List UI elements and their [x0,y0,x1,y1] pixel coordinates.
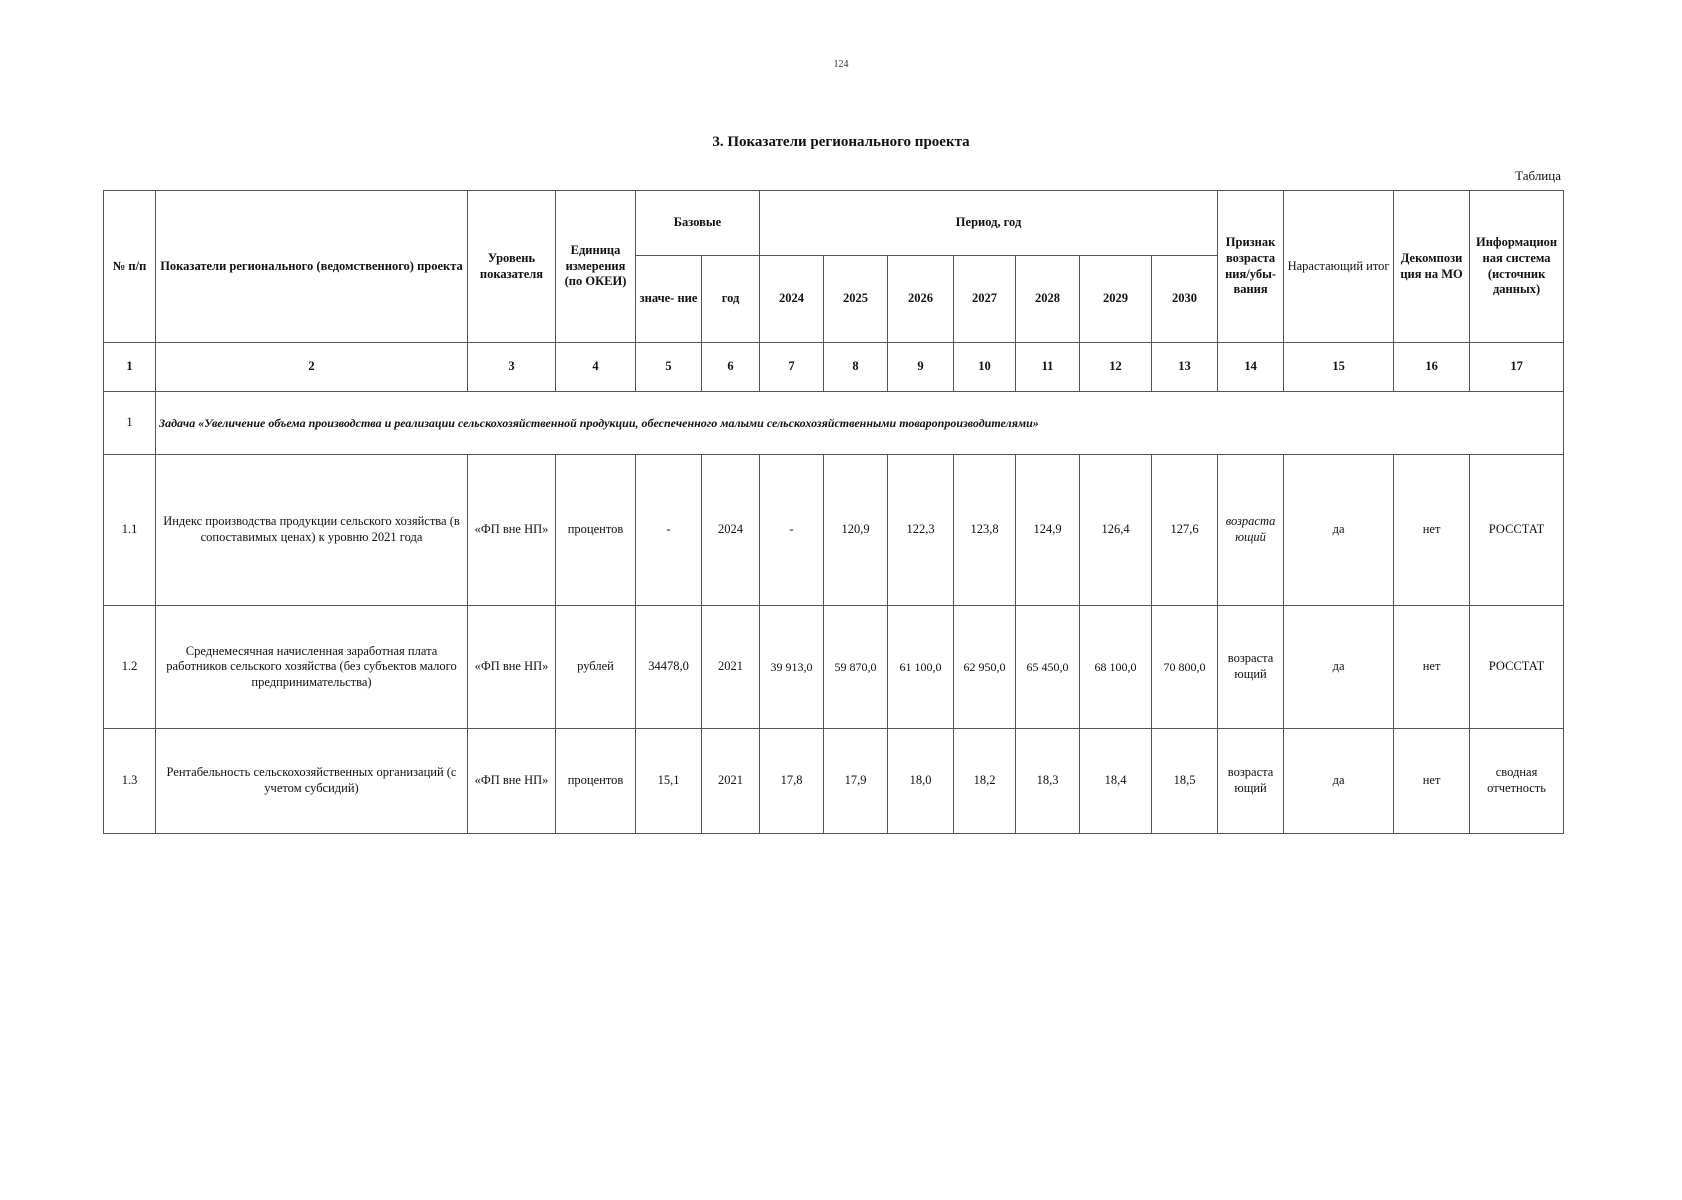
header-year: 2026 [888,256,954,343]
column-number: 4 [556,343,636,392]
row-source: РОССТАТ [1470,455,1564,606]
header-year: 2025 [824,256,888,343]
table-row [104,606,1564,729]
header-year: 2027 [954,256,1016,343]
column-number: 1 [104,343,156,392]
row-value: 62 950,0 [954,606,1016,729]
page-title: 3. Показатели регионального проекта [712,134,970,150]
row-base-value: - [636,455,702,606]
header-year: 2028 [1016,256,1080,343]
row-value: 70 800,0 [1152,606,1218,729]
row-unit: процентов [556,729,636,834]
column-number: 9 [888,343,954,392]
row-value: 122,3 [888,455,954,606]
header-num: № п/п [104,191,156,343]
task-row [104,392,1564,455]
row-decomposition: нет [1394,729,1470,834]
row-unit: процентов [556,455,636,606]
header-year: 2029 [1080,256,1152,343]
row-trend: возраста ющий [1218,606,1284,729]
header-decomposition: Декомпози ция на МО [1394,191,1470,343]
row-base-value: 34478,0 [636,606,702,729]
row-indicator-name: Среднемесячная начисленная заработная плата работников сельского хозяйства (без субъектов малого предпринимательства) [156,606,468,729]
row-level: «ФП вне НП» [468,606,556,729]
row-source: РОССТАТ [1470,606,1564,729]
header-row-1 [104,191,1564,256]
row-value: 17,8 [760,729,824,834]
header-info-system: Информацион ная система (источник данных) [1470,191,1564,343]
task-num: 1 [104,392,156,455]
row-value: 59 870,0 [824,606,888,729]
header-base-year: год [702,256,760,343]
row-value: 18,5 [1152,729,1218,834]
row-base-year: 2021 [702,729,760,834]
row-value: - [760,455,824,606]
row-value: 127,6 [1152,455,1218,606]
row-level: «ФП вне НП» [468,455,556,606]
row-base-value: 15,1 [636,729,702,834]
indicators-table [103,190,1564,834]
row-num: 1.3 [104,729,156,834]
column-number: 14 [1218,343,1284,392]
column-number: 7 [760,343,824,392]
header-base: Базовые [636,191,760,256]
row-value: 18,3 [1016,729,1080,834]
row-cumulative: да [1284,606,1394,729]
column-number: 11 [1016,343,1080,392]
row-value: 18,0 [888,729,954,834]
header-level: Уровень показателя [468,191,556,343]
table-row [104,729,1564,834]
header-unit: Единица измерения (по ОКЕИ) [556,191,636,343]
column-number: 16 [1394,343,1470,392]
header-trend: Признак возраста ния/убы- вания [1218,191,1284,343]
row-value: 124,9 [1016,455,1080,606]
row-value: 39 913,0 [760,606,824,729]
header-year: 2024 [760,256,824,343]
table-row [104,455,1564,606]
column-number: 17 [1470,343,1564,392]
row-trend: возраста ющий [1218,455,1284,606]
row-value: 17,9 [824,729,888,834]
column-number: 10 [954,343,1016,392]
row-source: сводная отчетность [1470,729,1564,834]
row-trend: возраста ющий [1218,729,1284,834]
task-text: Задача «Увеличение объема производства и реализации сельскохозяйственной продукции, обеспеченного малыми сельскохозяйственными товаропроизводителями» [156,392,1564,455]
column-number: 12 [1080,343,1152,392]
row-num: 1.2 [104,606,156,729]
row-value: 65 450,0 [1016,606,1080,729]
header-indicator: Показатели регионального (ведомственного) проекта [156,191,468,343]
row-level: «ФП вне НП» [468,729,556,834]
row-indicator-name: Индекс производства продукции сельского хозяйства (в сопоставимых ценах) к уровню 2021 года [156,455,468,606]
row-cumulative: да [1284,729,1394,834]
row-value: 18,4 [1080,729,1152,834]
header-year: 2030 [1152,256,1218,343]
row-unit: рублей [556,606,636,729]
header-period: Период, год [760,191,1218,256]
row-value: 126,4 [1080,455,1152,606]
row-decomposition: нет [1394,455,1470,606]
row-num: 1.1 [104,455,156,606]
row-indicator-name: Рентабельность сельскохозяйственных организаций (с учетом субсидий) [156,729,468,834]
row-cumulative: да [1284,455,1394,606]
column-number: 2 [156,343,468,392]
column-number: 13 [1152,343,1218,392]
row-value: 61 100,0 [888,606,954,729]
column-number-row [104,343,1564,392]
header-base-value: значе- ние [636,256,702,343]
column-number: 15 [1284,343,1394,392]
column-number: 6 [702,343,760,392]
header-cumulative: Нарастающий итог [1284,191,1394,343]
row-value: 120,9 [824,455,888,606]
page-number: 124 [833,59,849,70]
column-number: 5 [636,343,702,392]
row-base-year: 2021 [702,606,760,729]
row-value: 123,8 [954,455,1016,606]
table-caption: Таблица [1515,168,1561,183]
row-base-year: 2024 [702,455,760,606]
column-number: 3 [468,343,556,392]
row-value: 68 100,0 [1080,606,1152,729]
column-number: 8 [824,343,888,392]
row-value: 18,2 [954,729,1016,834]
row-decomposition: нет [1394,606,1470,729]
